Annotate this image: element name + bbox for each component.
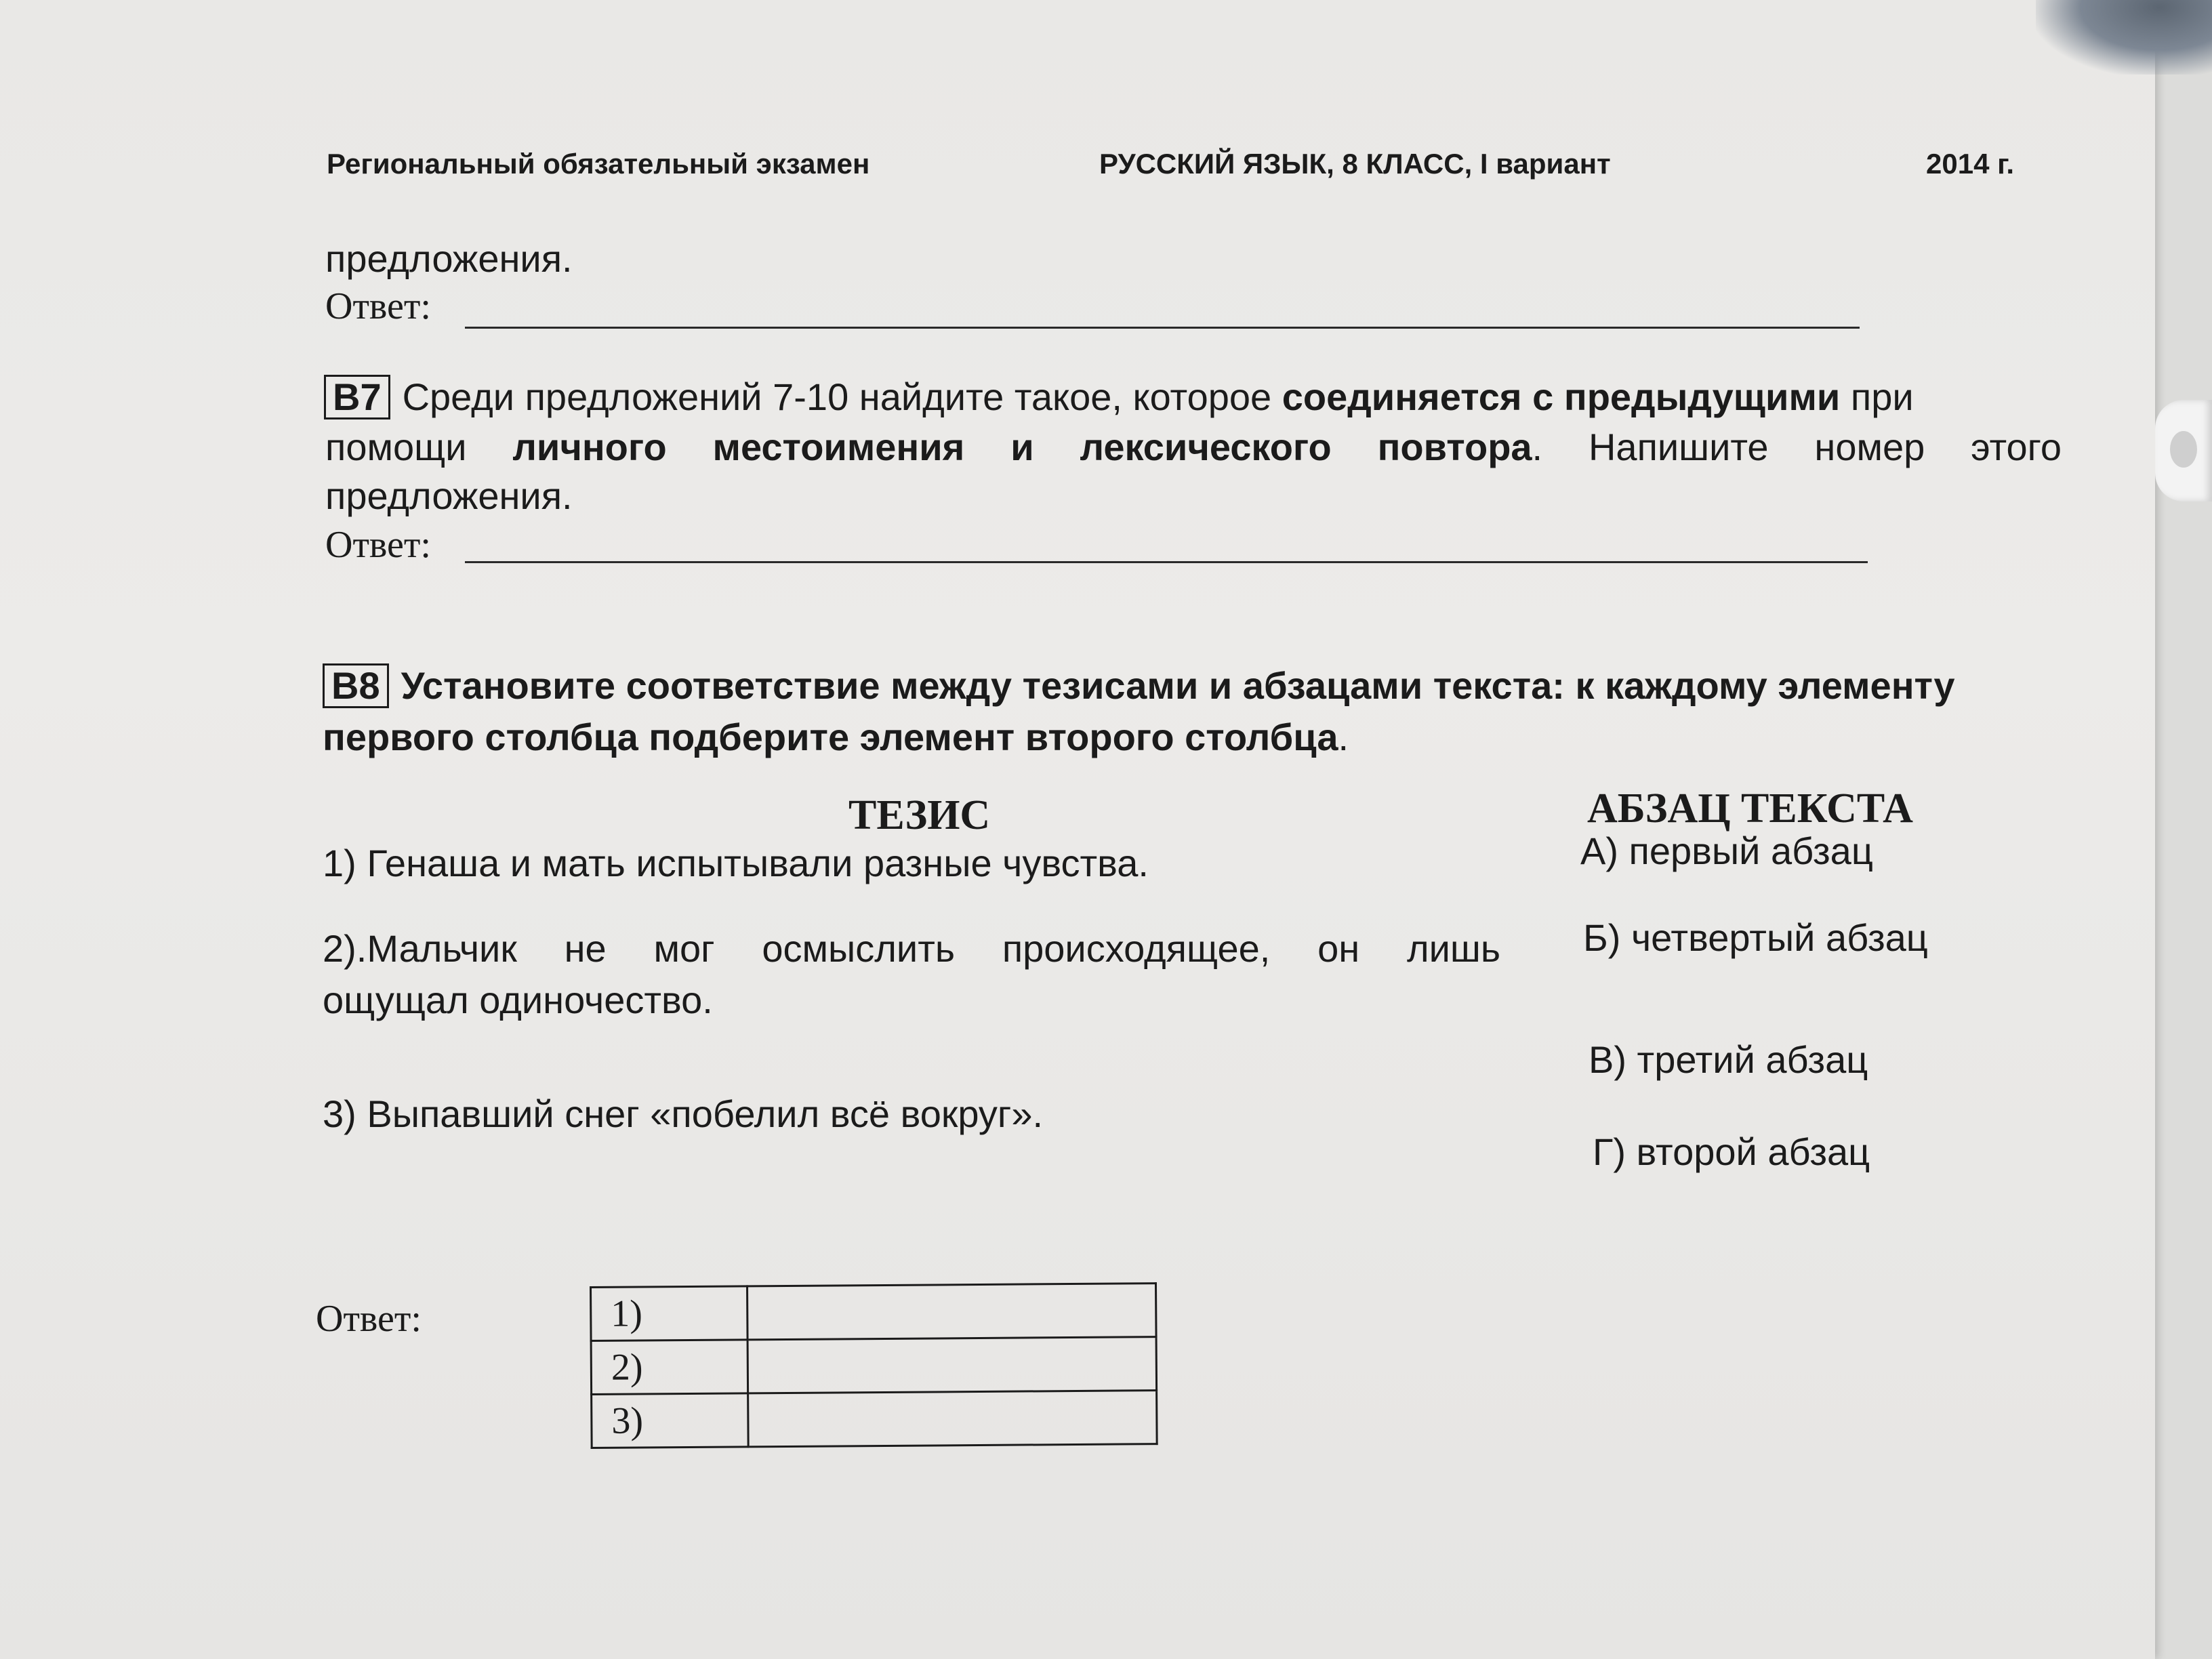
- b7-text-a: Среди предложений 7-10 найдите такое, которое: [402, 375, 1272, 418]
- thesis-1: 1) Генаша и мать испытывали разные чувства.: [323, 842, 1149, 884]
- thesis-2: 2).Мальчик не мог осмыслить происходящее, он лишь: [323, 927, 1500, 970]
- table-row: [591, 1337, 1157, 1395]
- b7-bold-pronoun: личного местоимения и лексического повтора: [512, 426, 1532, 468]
- b7-bold-connect: соединяется с предыдущими: [1282, 375, 1841, 418]
- b7-label-box: B7: [324, 375, 390, 419]
- prev-answer-line[interactable]: [465, 327, 1860, 329]
- answer-cell-2[interactable]: [747, 1337, 1157, 1393]
- b8-answer-table: [590, 1282, 1158, 1449]
- prev-answer-label: Ответ:: [325, 285, 431, 327]
- b8-instruction-2: первого столбца подберите элемент второго столбца: [323, 716, 1338, 758]
- b7-answer-label: Ответ:: [325, 524, 431, 566]
- option-d: Г) второй абзац: [1593, 1130, 1870, 1173]
- b8-instruction-1: Установите соответствие между тезисами и абзацами текста: к каждому элементу: [401, 664, 1955, 707]
- b8-answer-label: Ответ:: [316, 1298, 422, 1340]
- answer-cell-1[interactable]: [747, 1284, 1157, 1340]
- answer-row-label: 2): [591, 1340, 748, 1395]
- b8-line1: [323, 663, 1954, 709]
- binder-clip: [2155, 400, 2212, 501]
- answer-cell-3[interactable]: [748, 1391, 1158, 1447]
- b7-line3: предложения.: [325, 474, 573, 517]
- b7-text-c: при: [1850, 375, 1914, 418]
- b7-answer-line[interactable]: [465, 561, 1868, 563]
- answer-row-label: 3): [592, 1393, 749, 1448]
- b7-line2-a: помощи: [325, 426, 467, 468]
- b8-label-box: B8: [323, 663, 389, 708]
- col-thesis-header: ТЕЗИС: [848, 792, 991, 838]
- b8-instruction-end: .: [1338, 716, 1349, 758]
- table-row: [591, 1284, 1157, 1341]
- b7-line1: [324, 374, 2063, 420]
- answer-row-label: 1): [591, 1286, 748, 1341]
- prev-task-tail: предложения.: [325, 237, 573, 280]
- col-paragraph-header: АБЗАЦ ТЕКСТА: [1587, 785, 1913, 832]
- option-a: А) первый абзац: [1580, 830, 1873, 872]
- thesis-3: 3) Выпавший снег «побелил всё вокруг».: [323, 1092, 1044, 1135]
- b7-line2: [325, 424, 2062, 470]
- option-b: Б) четвертый абзац: [1583, 916, 1928, 959]
- b7-line2-c: . Напишите номер этого: [1532, 426, 2062, 468]
- header-year: 2014 г.: [1926, 148, 2015, 180]
- thesis-2-cont: ощущал одиночество.: [323, 979, 713, 1021]
- clip-hole: [2170, 431, 2197, 468]
- header-subject: РУССКИЙ ЯЗЫК, 8 КЛАСС, I вариант: [1099, 148, 1611, 180]
- b8-line2: [323, 714, 1349, 760]
- header-exam-title: Региональный обязательный экзамен: [327, 148, 870, 180]
- option-c: В) третий абзац: [1589, 1038, 1868, 1081]
- background-fabric: [2036, 0, 2212, 75]
- table-row: [592, 1391, 1158, 1448]
